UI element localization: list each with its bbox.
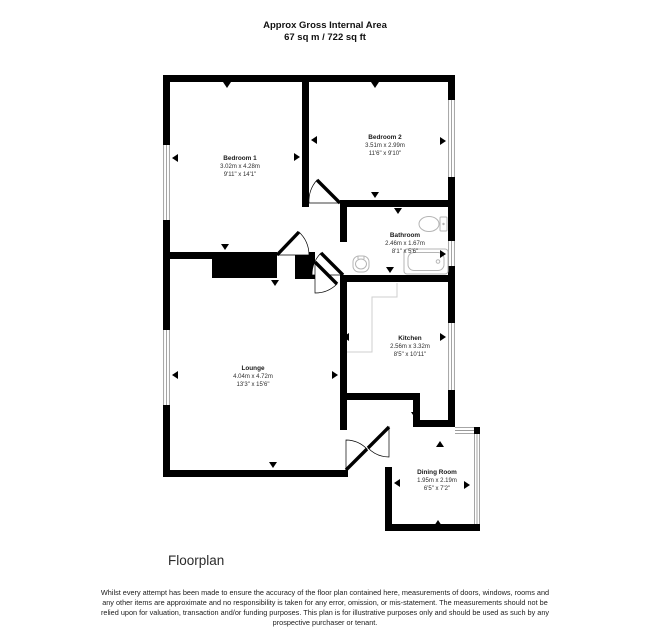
wall-left: [163, 75, 170, 477]
disclaimer: [0, 588, 650, 628]
disclaimer-line: any other items are approximate and no responsibility is taken for any error, omission, or mis-statement. The measurements should not be: [102, 598, 548, 607]
window-kitchen-right: [448, 323, 455, 390]
room-dim-imperial: 11'6" x 9'10": [368, 151, 402, 157]
room-label-dining: [417, 469, 457, 492]
arrow-marker: [440, 333, 446, 341]
room-name: Lounge: [241, 365, 265, 372]
window-bedroom2-right: [448, 100, 455, 177]
arrow-marker: [464, 481, 470, 489]
wall-chimney-breast: [212, 259, 277, 278]
wall-bedroom1-bottom: [170, 252, 277, 259]
room-name: Bathroom: [389, 232, 421, 239]
door-bedroom2: [309, 180, 340, 203]
disclaimer-line: Whilst every attempt has been made to ensure the accuracy of the floor plan contained here, measurements of doors, windows, rooms and: [100, 588, 550, 597]
window-dining-right: [474, 434, 480, 524]
wall-dining-bottom: [385, 524, 480, 531]
room-label-lounge: [233, 365, 273, 388]
arrow-marker: [223, 82, 231, 88]
wall-kitchen-left: [340, 282, 347, 430]
wall-bedroom-divider: [302, 75, 309, 207]
room-dim-metric: 3.02m x 4.28m: [220, 164, 260, 170]
room-dim-metric: 2.56m x 3.32m: [390, 344, 430, 350]
measurement-markers: [172, 82, 470, 526]
arrow-marker: [332, 371, 338, 379]
room-name: Kitchen: [398, 335, 422, 342]
disclaimer-line: prospective purchaser or tenant.: [272, 618, 378, 627]
arrow-marker: [311, 136, 317, 144]
wall-bathroom-left: [340, 200, 347, 242]
kitchen-counter: [347, 283, 397, 352]
sink-icon: [353, 256, 369, 272]
room-dim-metric: 3.51m x 2.99m: [365, 143, 405, 149]
title-line-2: 67 sq m / 722 sq ft: [284, 31, 366, 43]
wall-lounge-bottom: [163, 470, 348, 477]
arrow-marker: [434, 520, 442, 526]
floorplan-caption: Floorplan: [168, 553, 225, 568]
wall-dining-top-corner: [474, 427, 480, 434]
door-bedroom1: [277, 232, 309, 255]
title-line-1: Approx Gross Internal Area: [263, 20, 387, 31]
arrow-marker: [269, 462, 277, 468]
room-dim-imperial: 9'11" x 14'1": [223, 172, 257, 178]
arrow-marker: [386, 267, 394, 273]
room-name: Bedroom 1: [223, 155, 257, 162]
arrow-marker: [172, 154, 178, 162]
arrow-marker: [436, 441, 444, 447]
arrow-marker: [394, 208, 402, 214]
room-name: Bedroom 2: [368, 134, 402, 141]
window-lounge-left: [163, 330, 170, 405]
arrow-marker: [371, 82, 379, 88]
room-dim-metric: 2.46m x 1.67m: [385, 241, 425, 247]
arrow-marker: [371, 192, 379, 198]
room-name: Dining Room: [417, 469, 457, 476]
room-labels: [220, 134, 457, 492]
room-dim-imperial: 13'3" x 15'6": [236, 382, 270, 388]
door-dining-left-leaf: [346, 440, 367, 470]
door-dining-right-leaf: [368, 427, 389, 457]
arrow-marker: [440, 137, 446, 145]
room-dim-imperial: 6'5" x 7'2": [423, 486, 451, 492]
wall-dining-step: [413, 400, 420, 422]
wall-bathroom-bottom: [340, 275, 455, 282]
disclaimer-line: relied upon for valuation, transaction and/or funding purposes. This plan is for illustrative purposes only and should be used as such by any: [100, 608, 550, 617]
windows: [163, 100, 480, 524]
room-label-bedroom2: [365, 134, 405, 157]
window-bedroom1-left: [163, 145, 170, 220]
arrow-marker: [394, 479, 400, 487]
room-dim-metric: 1.95m x 2.19m: [417, 478, 457, 484]
room-dim-metric: 4.04m x 4.72m: [233, 374, 273, 380]
room-label-kitchen: [390, 335, 430, 358]
window-dining-top: [455, 427, 474, 434]
wall-bedroom2-bottom: [340, 200, 455, 207]
room-dim-imperial: 8'1" x 5'6": [391, 249, 419, 255]
arrow-marker: [294, 153, 300, 161]
room-dim-imperial: 8'5" x 10'11": [393, 352, 427, 358]
window-bathroom-right: [448, 241, 455, 266]
arrow-marker: [221, 244, 229, 250]
wall-dining-top: [413, 420, 455, 427]
arrow-marker: [172, 371, 178, 379]
wall-dining-left: [385, 467, 392, 531]
wall-kitchen-bottom: [347, 393, 420, 400]
toilet-icon: [419, 217, 447, 232]
room-label-bedroom1: [220, 155, 260, 178]
arrow-marker: [271, 280, 279, 286]
walls: [163, 75, 480, 531]
